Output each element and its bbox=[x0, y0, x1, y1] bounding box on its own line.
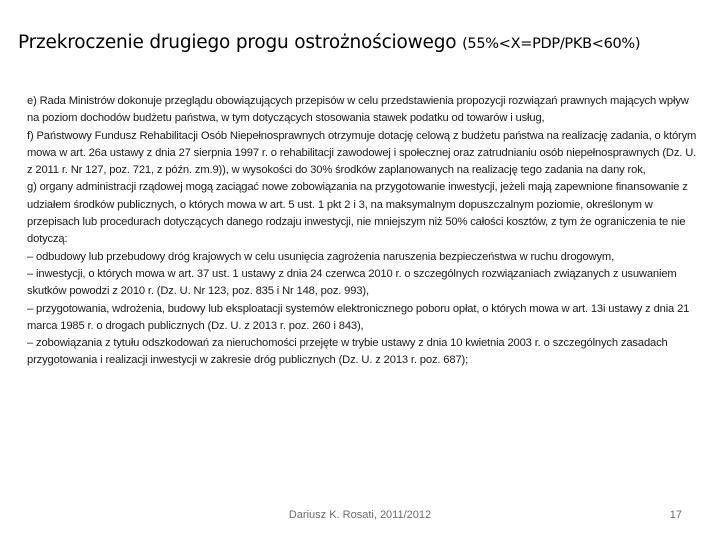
slide-title bbox=[18, 31, 708, 56]
exception-item-compensation: – zobowiązania z tytułu odszkodowań za nieruchomości przejęte w trybie ustawy z dnia 10 kwietnia 2003 r. o szczególnych zasadach przygotowania i realizacji inwestycji w zakresie dróg publicznych (Dz. U. z 2013 r. poz. 687); bbox=[27, 337, 668, 367]
exception-item-toll-systems: – przygotowania, wdrożenia, budowy lub eksploatacji systemów elektronicznego poboru opłat, o których mowa w art. 13i ustawy z dnia 21 marca 1985 r. o drogach publicznych (Dz. U. z 2013 r. poz. 260 i 843), bbox=[27, 302, 690, 332]
exception-item-flood: – inwestycji, o których mowa w art. 37 ust. 1 ustawy z dnia 24 czerwca 2010 r. o szczególnych rozwiązaniach związanych z usuwaniem skutków powodzi z 2010 r. (Dz. U. Nr 123, poz. 835 i Nr 148, poz. 993), bbox=[27, 267, 677, 298]
slide-title-main: Przekroczenie drugiego progu ostrożnościowego bbox=[18, 32, 463, 53]
paragraph-e: e) Rada Ministrów dokonuje przeglądu obowiązujących przepisów w celu przedstawienia propozycji rozwiązań prawnych mających wpływ na poziom dochodów budżetu państwa, w tym dotyczących stosowania stawek podatku od towarów i usług, bbox=[27, 95, 689, 125]
footer-author: Dariusz K. Rosati, 2011/2012 bbox=[288, 509, 432, 521]
paragraph-g: g) organy administracji rządowej mogą zaciągać nowe zobowiązania na przygotowanie inwestycji, jeżeli mają zapewnione finansowanie z udziałem środków publicznych, o których mowa w art. 5 ust. 1 pkt 2 i 3, na maksymalnym dopuszczalnym poziomie, określonym w przepisach lub procedurach dotyczących danego rodzaju inwestycji, nie mniejszym niż 50% całości kosztów, z tym że ograniczenia te nie dotyczą: bbox=[27, 181, 688, 246]
exception-item-roads: – odbudowy lub przebudowy dróg krajowych w celu usunięcia zagrożenia naruszenia bezpieczeństwa w ruchu drogowym, bbox=[27, 250, 615, 263]
slide-body bbox=[27, 93, 699, 370]
slide-title-formula: (55%<X=PDP/PKB<60%) bbox=[462, 36, 641, 52]
page-number: 17 bbox=[669, 509, 682, 521]
paragraph-f: f) Państwowy Fundusz Rehabilitacji Osób Niepełnosprawnych otrzymuje dotację celową z budżetu państwa na realizację zadania, o którym mowa w art. 26a ustawy z dnia 27 sierpnia 1997 r. o rehabilitacji zawodowej i społecznej oraz zatrudnianiu osób niepełnosprawnych (Dz. U. z 2011 r. Nr 127, poz. 721, z późn. zm.9)), w wysokości do 30% środków zaplanowanych na realizację tego zadania na dany rok, bbox=[27, 129, 697, 177]
